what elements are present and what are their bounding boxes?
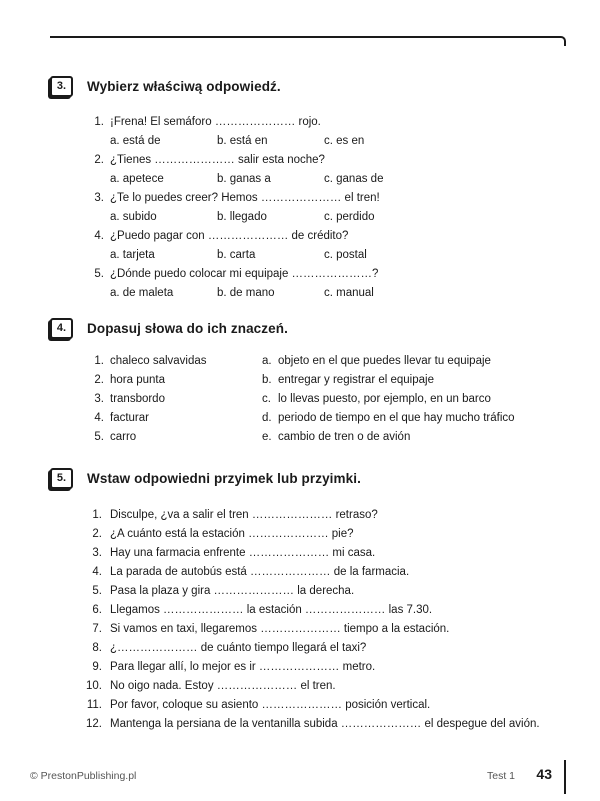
section-3 — [48, 74, 568, 299]
test-label: Test 1 — [486, 770, 515, 782]
fill-in-item: 1. Disculpe, ¿va a salir el tren ………………… retraso? — [92, 509, 378, 521]
section-title: Wybierz właściwą odpowiedź. — [87, 78, 281, 94]
copyright: © PrestonPublishing.pl — [30, 770, 137, 782]
section-header — [48, 466, 568, 490]
section-4 — [48, 316, 568, 443]
fill-in-item: 11. Por favor, coloque su asiento ………………… posición vertical. — [86, 699, 431, 711]
section-number: 4. — [50, 318, 73, 339]
footer-bar — [564, 760, 566, 794]
matching-row: 1. chaleco salvavidas a. objeto en el que puedes llevar tu equipaje — [94, 355, 491, 367]
section-header — [48, 74, 568, 98]
question: 5. ¿Dónde puedo colocar mi equipaje …………………? — [94, 268, 379, 280]
question: 2. ¿Tienes ………………… salir esta noche? — [94, 154, 325, 166]
section-title: Wstaw odpowiedni przyimek lub przyimki. — [87, 470, 361, 486]
section-header — [48, 316, 568, 340]
fill-in-item: 3. Hay una farmacia enfrente ………………… mi casa. — [92, 547, 376, 559]
answer-options: a. de maleta b. de mano c. manual — [110, 287, 374, 299]
question: 1. ¡Frena! El semáforo ………………… rojo. — [94, 116, 321, 128]
fill-in-list — [82, 506, 562, 734]
fill-in-item: 7. Si vamos en taxi, llegaremos ………………… tiempo a la estación. — [92, 623, 450, 635]
matching-row: 5. carro e. cambio de tren o de avión — [94, 431, 411, 443]
question-list — [86, 113, 566, 303]
answer-options: a. tarjeta b. carta c. postal — [110, 249, 367, 261]
matching-list — [86, 352, 566, 447]
fill-in-item: 12. Mantenga la persiana de la ventanilla subida ………………… el despegue del avión. — [86, 718, 540, 730]
page-footer — [30, 766, 570, 786]
section-title: Dopasuj słowa do ich znaczeń. — [87, 320, 288, 336]
answer-options: a. subido b. llegado c. perdido — [110, 211, 375, 223]
fill-in-item: 8. ¿………………… de cuánto tiempo llegará el taxi? — [92, 642, 367, 654]
answer-options: a. apetece b. ganas a c. ganas de — [110, 173, 384, 185]
section-number: 5. — [50, 468, 73, 489]
question: 3. ¿Te lo puedes creer? Hemos ………………… el tren! — [94, 192, 380, 204]
fill-in-item: 2. ¿A cuánto está la estación ………………… pie? — [92, 528, 354, 540]
question: 4. ¿Puedo pagar con ………………… de crédito? — [94, 230, 349, 242]
fill-in-item: 10. No oigo nada. Estoy ………………… el tren. — [86, 680, 336, 692]
fill-in-item: 5. Pasa la plaza y gira ………………… la derecha. — [92, 585, 355, 597]
fill-in-item: 4. La parada de autobús está ………………… de la farmacia. — [92, 566, 410, 578]
page-number: 43 — [536, 766, 552, 782]
matching-row: 3. transbordo c. lo llevas puesto, por ejemplo, en un barco — [94, 393, 491, 405]
fill-in-item: 6. Llegamos ………………… la estación ………………… las 7.30. — [92, 604, 433, 616]
section-5 — [48, 466, 568, 730]
fill-in-item: 9. Para llegar allí, lo mejor es ir ………………… metro. — [92, 661, 376, 673]
top-rule — [50, 36, 566, 46]
matching-row: 2. hora punta b. entregar y registrar el equipaje — [94, 374, 434, 386]
matching-row: 4. facturar d. periodo de tiempo en el que hay mucho tráfico — [94, 412, 515, 424]
answer-options: a. está de b. está en c. es en — [110, 135, 365, 147]
section-number: 3. — [50, 76, 73, 97]
